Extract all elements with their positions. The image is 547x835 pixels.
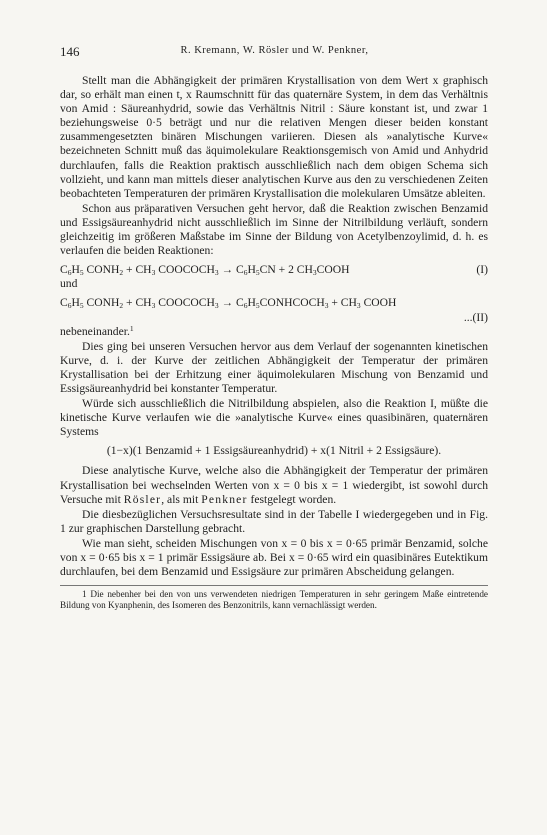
page-number: 146 <box>60 44 80 59</box>
nebeneinander-text: nebeneinander. <box>60 324 130 338</box>
paragraph-2: Schon aus präparativen Versuchen geht hervor, daß die Reaktion zwischen Benzamid und Essigsäureanhydrid nicht ausschließlich im Sinne der Nitrilbildung verläuft, sondern gleichzeitig im größeren Maßstabe im Sinne der Bildung von Acetylbenzoylimid, d. h. es verlaufen die beiden Reaktionen: <box>60 201 488 258</box>
paragraph-5-part-b: , als mit <box>161 492 199 506</box>
paragraph-5 <box>60 464 488 506</box>
running-head: R. Kremann, W. Rösler und W. Penkner, <box>180 45 369 56</box>
paragraph-5-part-c: festgelegt worden. <box>250 492 337 506</box>
nebeneinander-line <box>60 325 488 339</box>
paragraph-6: Die diesbezüglichen Versuchsresultate sind in der Tabelle I wiedergegeben und in Fig. 1 zur graphischen Darstellung gebracht. <box>60 507 488 535</box>
page-header <box>60 44 489 60</box>
equation-1 <box>60 263 488 277</box>
equation-2-formula: $C_6H_5$ $CONH_2 + CH_3$ $COOCOCH_3$ → $C_6H_5CONHCOCH_3 + CH_3$ COOH <box>60 296 397 311</box>
equation-3: (1−x)(1 Benzamid + 1 Essigsäureanhydrid) + x(1 Nitril + 2 Essigsäure). <box>106 444 442 458</box>
author-name-penkner: Penkner <box>201 492 248 506</box>
paragraph-1: Stellt man die Abhängigkeit der primären Krystallisation von dem Wert x graphisch dar, so erhält man einen t, x Raumschnitt für das quaternäre System, in dem das Verhältnis von Amid : Säureanhydrid, sowie das Verhältnis Nitril : Säure konstant ist, und zwar 1 beziehungsweise 0·5 beträgt und nur die relativen Mengen dieser beiden konstant zusammengesetzten binären Mischungen variieren. Diesen als »analytische Kurve« bezeichneten Schnitt muß das äquimolekulare Reaktionsgemisch von Amid und Anhydrid durchlaufen, falls die Reaktion praktisch ausschließlich nach dem obigen Schema sich vollzieht, und kann man mittels dieser analytischen Kurve aus den zu verschiedenen Zeiten beobachteten Temperaturen der primären Krystallisation die molekularen Umsätze ableiten. <box>60 74 488 200</box>
author-name-roesler: Rösler <box>123 492 162 506</box>
footnote-marker[interactable]: 1 <box>129 323 134 333</box>
equation-2 <box>60 296 488 310</box>
paragraph-5-part-a: Diese analytische Kurve, welche also die Abhängigkeit der Temperatur der primären Krystallisation bei wechselnden Werten von x = 0 bis x = 1 wiedergibt, ist sowohl durch Versuche mit <box>60 464 488 506</box>
equation-1-number: (I) <box>476 263 488 277</box>
paragraph-4: Würde sich ausschließlich die Nitrilbildung abspielen, also die Reaktion I, müßte die kinetische Kurve verlaufen wie die »analytische Kurve« eines quasibinären, quaternären Systems <box>60 397 488 439</box>
footnote-rule <box>60 585 488 586</box>
und-word: und <box>60 277 78 291</box>
paragraph-7: Wie man sieht, scheiden Mischungen von x = 0 bis x = 0·65 primär Benzamid, solche von x = 0·65 bis x = 1 primär Essigsäure ab. Bei x = 0·65 wird ein quasibinäres Eutektikum durchlaufen, bei dem Benzamid und Essigsäure zur primären Abscheidung gelangen. <box>60 536 488 579</box>
equation-1-formula: $C_6H_5$ $CONH_2 + CH_3$ $COOCOCH_3 \to C_6H_5CN + 2$ $CH_3COOH$ <box>60 263 350 278</box>
body-text <box>60 74 488 611</box>
equation-2-number: ...(II) <box>463 310 488 324</box>
paragraph-3: Dies ging bei unseren Versuchen hervor aus dem Verlauf der sogenannten kinetischen Kurve, d. i. der Kurve der zeitlichen Abhängigkeit der Temperatur der primären Krystallisation bei der Erhitzung einer äquimolekularen Mischung von Benzamid und Essigsäureanhydrid bei konstanter Temperatur. <box>60 339 488 395</box>
footnote: 1 Die nebenher bei den von uns verwendeten niedrigen Temperaturen in sehr geringem Maße eintretende Bildung von Kyanphenin, des Isomeren des Benzonitrils, kann vernachlässigt werden. <box>60 589 488 611</box>
